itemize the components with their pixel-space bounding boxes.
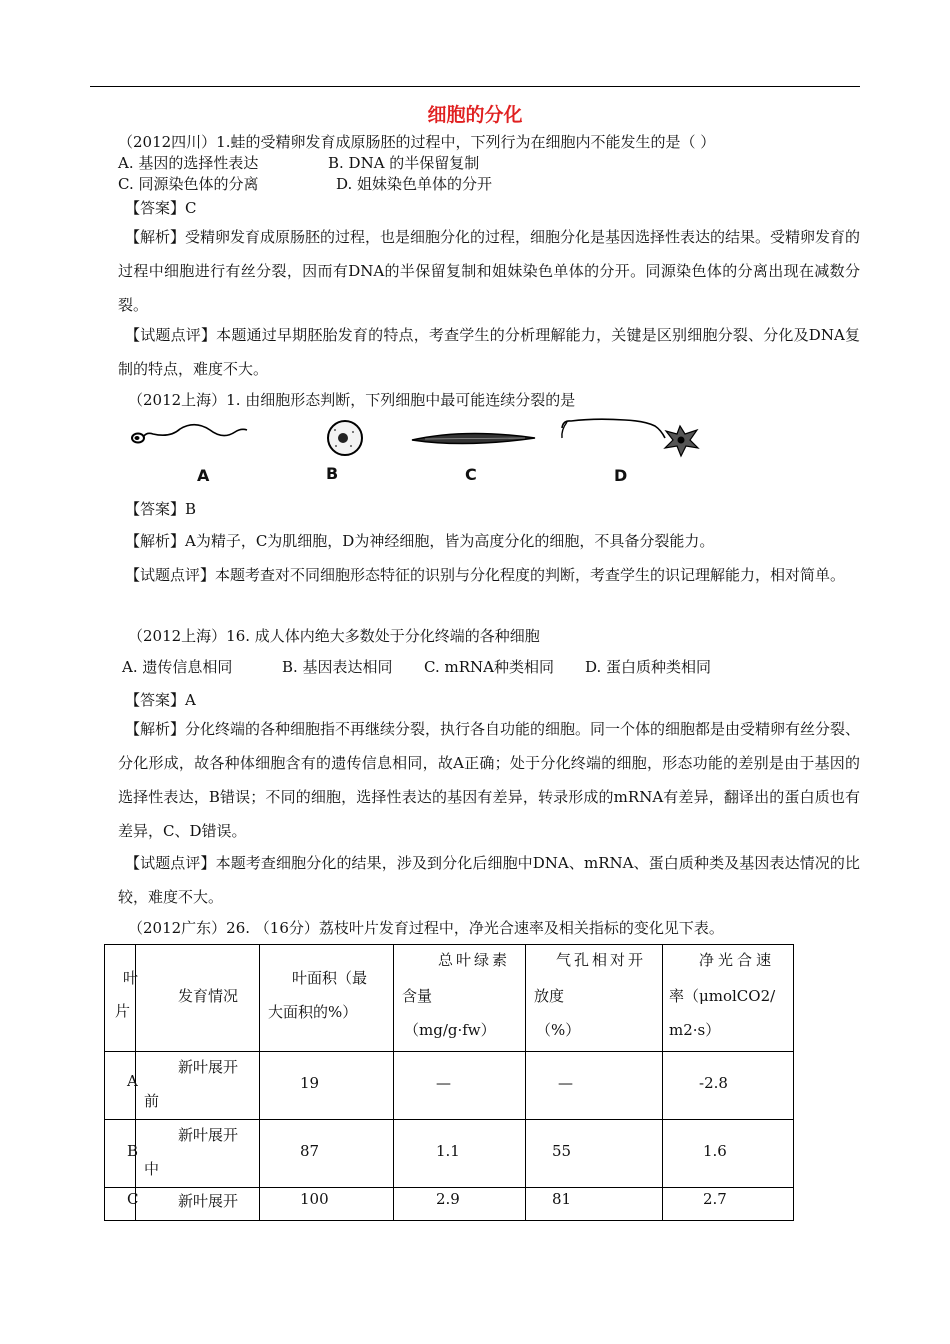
figure-label-b: B bbox=[326, 464, 339, 483]
q3-options bbox=[122, 657, 711, 677]
cell-development: 新叶展开 前 bbox=[136, 1052, 260, 1120]
header-leaf-area: 叶面积（最 大面积的%） bbox=[260, 945, 394, 1052]
cell-area: 19 bbox=[260, 1052, 394, 1120]
sperm-cell-drawing bbox=[132, 425, 247, 443]
cell-net: 2.7 bbox=[663, 1188, 794, 1221]
q3-analysis: 【解析】分化终端的各种细胞指不再继续分裂，执行各自功能的细胞。同一个体的细胞都是由受精卵有丝分裂、分化形成，故各种体细胞含有的遗传信息相同，故A正确；处于分化终端的细胞，形态功能的差别是由于基因的选择性表达，B错误；不同的细胞，选择性表达的基因有差异，转录形成的mRNA有差异，翻译出的蛋白质也有差异，C、D错误。 bbox=[118, 720, 861, 840]
header-development: 发育情况 bbox=[136, 945, 260, 1052]
cell-leaf: C bbox=[105, 1188, 136, 1221]
q3-comment: 【试题点评】本题考查细胞分化的结果，涉及到分化后细胞中DNA、mRNA、蛋白质种类及基因表达情况的比较，难度不大。 bbox=[118, 854, 860, 906]
q2-comment: 【试题点评】本题考查对不同细胞形态特征的识别与分化程度的判断，考查学生的识记理解能力，相对简单。 bbox=[125, 566, 846, 584]
q1-answer: 【答案】C bbox=[125, 199, 197, 217]
round-cell-drawing bbox=[328, 421, 362, 455]
q1-option-d: D. 姐妹染色单体的分开 bbox=[336, 175, 493, 193]
figure-label-a: A bbox=[197, 466, 210, 485]
page-title: 细胞的分化 bbox=[427, 104, 523, 126]
cell-chlorophyll: 2.9 bbox=[394, 1188, 526, 1221]
q3-answer: 【答案】A bbox=[125, 691, 196, 709]
header-leaf: 叶 片 bbox=[105, 945, 136, 1052]
cell-chlorophyll: 1.1 bbox=[394, 1120, 526, 1188]
cell-area: 87 bbox=[260, 1120, 394, 1188]
cell-leaf: A bbox=[105, 1052, 136, 1120]
cell-area: 100 bbox=[260, 1188, 394, 1221]
q3-option-a: A. 遗传信息相同 bbox=[122, 658, 233, 676]
q3-option-b: B. 基因表达相同 bbox=[282, 658, 393, 676]
q1-option-c: C. 同源染色体的分离 bbox=[118, 175, 259, 193]
figure-label-d: D bbox=[614, 466, 628, 485]
q3-stem: （2012上海）16. 成人体内绝大多数处于分化终端的各种细胞 bbox=[128, 627, 540, 645]
q4-stem: （2012广东）26. （16分）荔枝叶片发育过程中，净光合速率及相关指标的变化见下表。 bbox=[128, 919, 724, 937]
table-row bbox=[105, 1120, 794, 1188]
neuron-cell-drawing bbox=[562, 419, 698, 456]
muscle-cell-drawing bbox=[412, 433, 535, 443]
cell-development: 新叶展开 bbox=[136, 1188, 260, 1221]
q3-option-d: D. 蛋白质种类相同 bbox=[585, 658, 712, 676]
q1-comment: 【试题点评】本题通过早期胚胎发育的特点，考查学生的分析理解能力，关键是区别细胞分裂、分化及DNA复制的特点，难度不大。 bbox=[118, 326, 860, 378]
cell-development: 新叶展开 中 bbox=[136, 1120, 260, 1188]
table-row bbox=[105, 1188, 794, 1221]
q1-option-a: A. 基因的选择性表达 bbox=[118, 154, 259, 172]
cell-chlorophyll: — bbox=[394, 1052, 526, 1120]
header-chlorophyll: 总叶绿素 含量 （mg/g·fw） bbox=[394, 945, 526, 1052]
q2-analysis: 【解析】A为精子，C为肌细胞，D为神经细胞，皆为高度分化的细胞，不具备分裂能力。 bbox=[125, 532, 715, 550]
table-header-row bbox=[105, 945, 794, 1052]
q1-option-b: B. DNA 的半保留复制 bbox=[328, 154, 480, 172]
cell-stomatal: — bbox=[526, 1052, 663, 1120]
q1-options-row1 bbox=[118, 153, 479, 173]
cell-figures bbox=[125, 418, 705, 488]
cell-leaf: B bbox=[105, 1120, 136, 1188]
header-stomatal: 气孔相对开 放度 （%） bbox=[526, 945, 663, 1052]
header-rule bbox=[90, 86, 860, 87]
q2-stem: （2012上海）1. 由细胞形态判断，下列细胞中最可能连续分裂的是 bbox=[128, 391, 576, 409]
q1-stem: （2012四川）1.蛙的受精卵发育成原肠胚的过程中，下列行为在细胞内不能发生的是（ ） bbox=[118, 133, 716, 151]
figure-label-c: C bbox=[465, 465, 477, 484]
table-row bbox=[105, 1052, 794, 1120]
q2-answer: 【答案】B bbox=[125, 500, 197, 518]
q3-option-c: C. mRNA种类相同 bbox=[424, 658, 554, 676]
leaf-data-table bbox=[104, 944, 794, 1221]
q1-options-row2 bbox=[118, 174, 492, 194]
cell-net: -2.8 bbox=[663, 1052, 794, 1120]
q1-analysis: 【解析】受精卵发育成原肠胚的过程，也是细胞分化的过程，细胞分化是基因选择性表达的结果。受精卵发育的过程中细胞进行有丝分裂，因而有DNA的半保留复制和姐妹染色单体的分开。同源染色体的分离出现在减数分裂。 bbox=[118, 228, 861, 314]
cell-stomatal: 55 bbox=[526, 1120, 663, 1188]
cell-stomatal: 81 bbox=[526, 1188, 663, 1221]
cell-net: 1.6 bbox=[663, 1120, 794, 1188]
header-net-photosynthesis: 净光合速 率（μmolCO2/ m2·s） bbox=[663, 945, 794, 1052]
